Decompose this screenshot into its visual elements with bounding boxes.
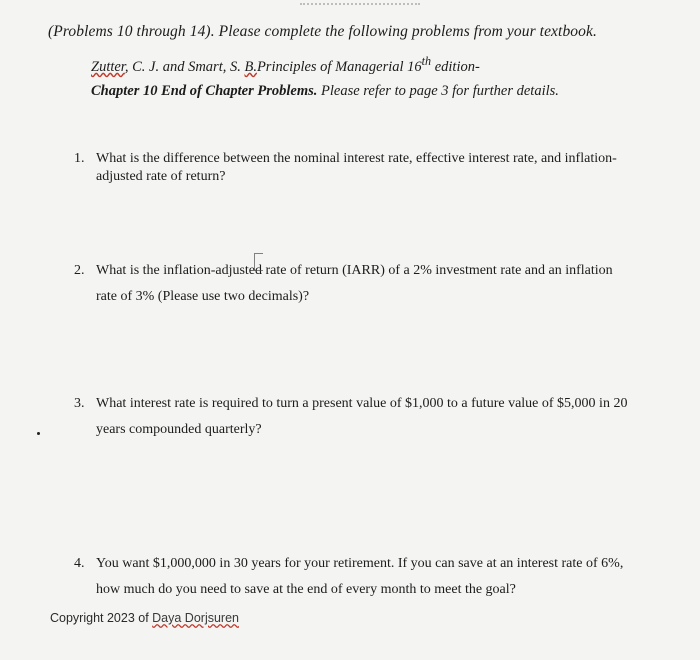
instructions-intro: (Problems 10 through 14). Please complete the following problems from your textbook. xyxy=(48,23,597,40)
question-number: 1. xyxy=(74,151,85,166)
question-item xyxy=(74,551,634,603)
edition-suffix: edition- xyxy=(431,58,480,75)
copyright-prefix: Copyright 2023 of xyxy=(50,611,153,625)
question-item xyxy=(74,391,634,443)
author-rest: , C. J. and Smart, S. xyxy=(124,58,245,75)
question-item xyxy=(74,258,634,310)
question-number: 4. xyxy=(74,556,85,571)
stray-dot-mark xyxy=(37,432,40,435)
chapter-reference xyxy=(91,83,671,100)
question-number: 2. xyxy=(74,263,85,278)
question-item xyxy=(74,150,634,186)
author-initial: B. xyxy=(244,58,257,75)
question-text: What is the inflation-adjusted rate of return (IARR) of a 2% investment rate and an inflation rate of 3% (Please use two decimals)? xyxy=(96,263,613,304)
question-text: What interest rate is required to turn a present value of $1,000 to a future value of $5,000 in 20 years compounded quarterly? xyxy=(96,396,628,437)
question-text: You want $1,000,000 in 30 years for your retirement. If you can save at an interest rate of 6%, how much do you need to save at the end of every month to meet the goal? xyxy=(96,556,624,597)
question-text: What is the difference between the nominal interest rate, effective interest rate, and inflation-adjusted rate of return? xyxy=(96,151,617,184)
copyright-notice xyxy=(50,611,239,625)
question-number: 3. xyxy=(74,396,85,411)
book-title: Principles of Managerial 16 xyxy=(256,58,422,75)
edition-superscript: th xyxy=(421,54,432,68)
cut-off-text-edge xyxy=(300,0,420,5)
copyright-name: Daya Dorjsuren xyxy=(152,611,239,625)
textbook-reference xyxy=(91,54,671,76)
chapter-note: Please refer to page 3 for further details. xyxy=(317,83,559,99)
text-cursor-icon xyxy=(254,253,263,271)
author-name: Zutter xyxy=(91,58,125,75)
chapter-title: Chapter 10 End of Chapter Problems. xyxy=(91,83,318,99)
